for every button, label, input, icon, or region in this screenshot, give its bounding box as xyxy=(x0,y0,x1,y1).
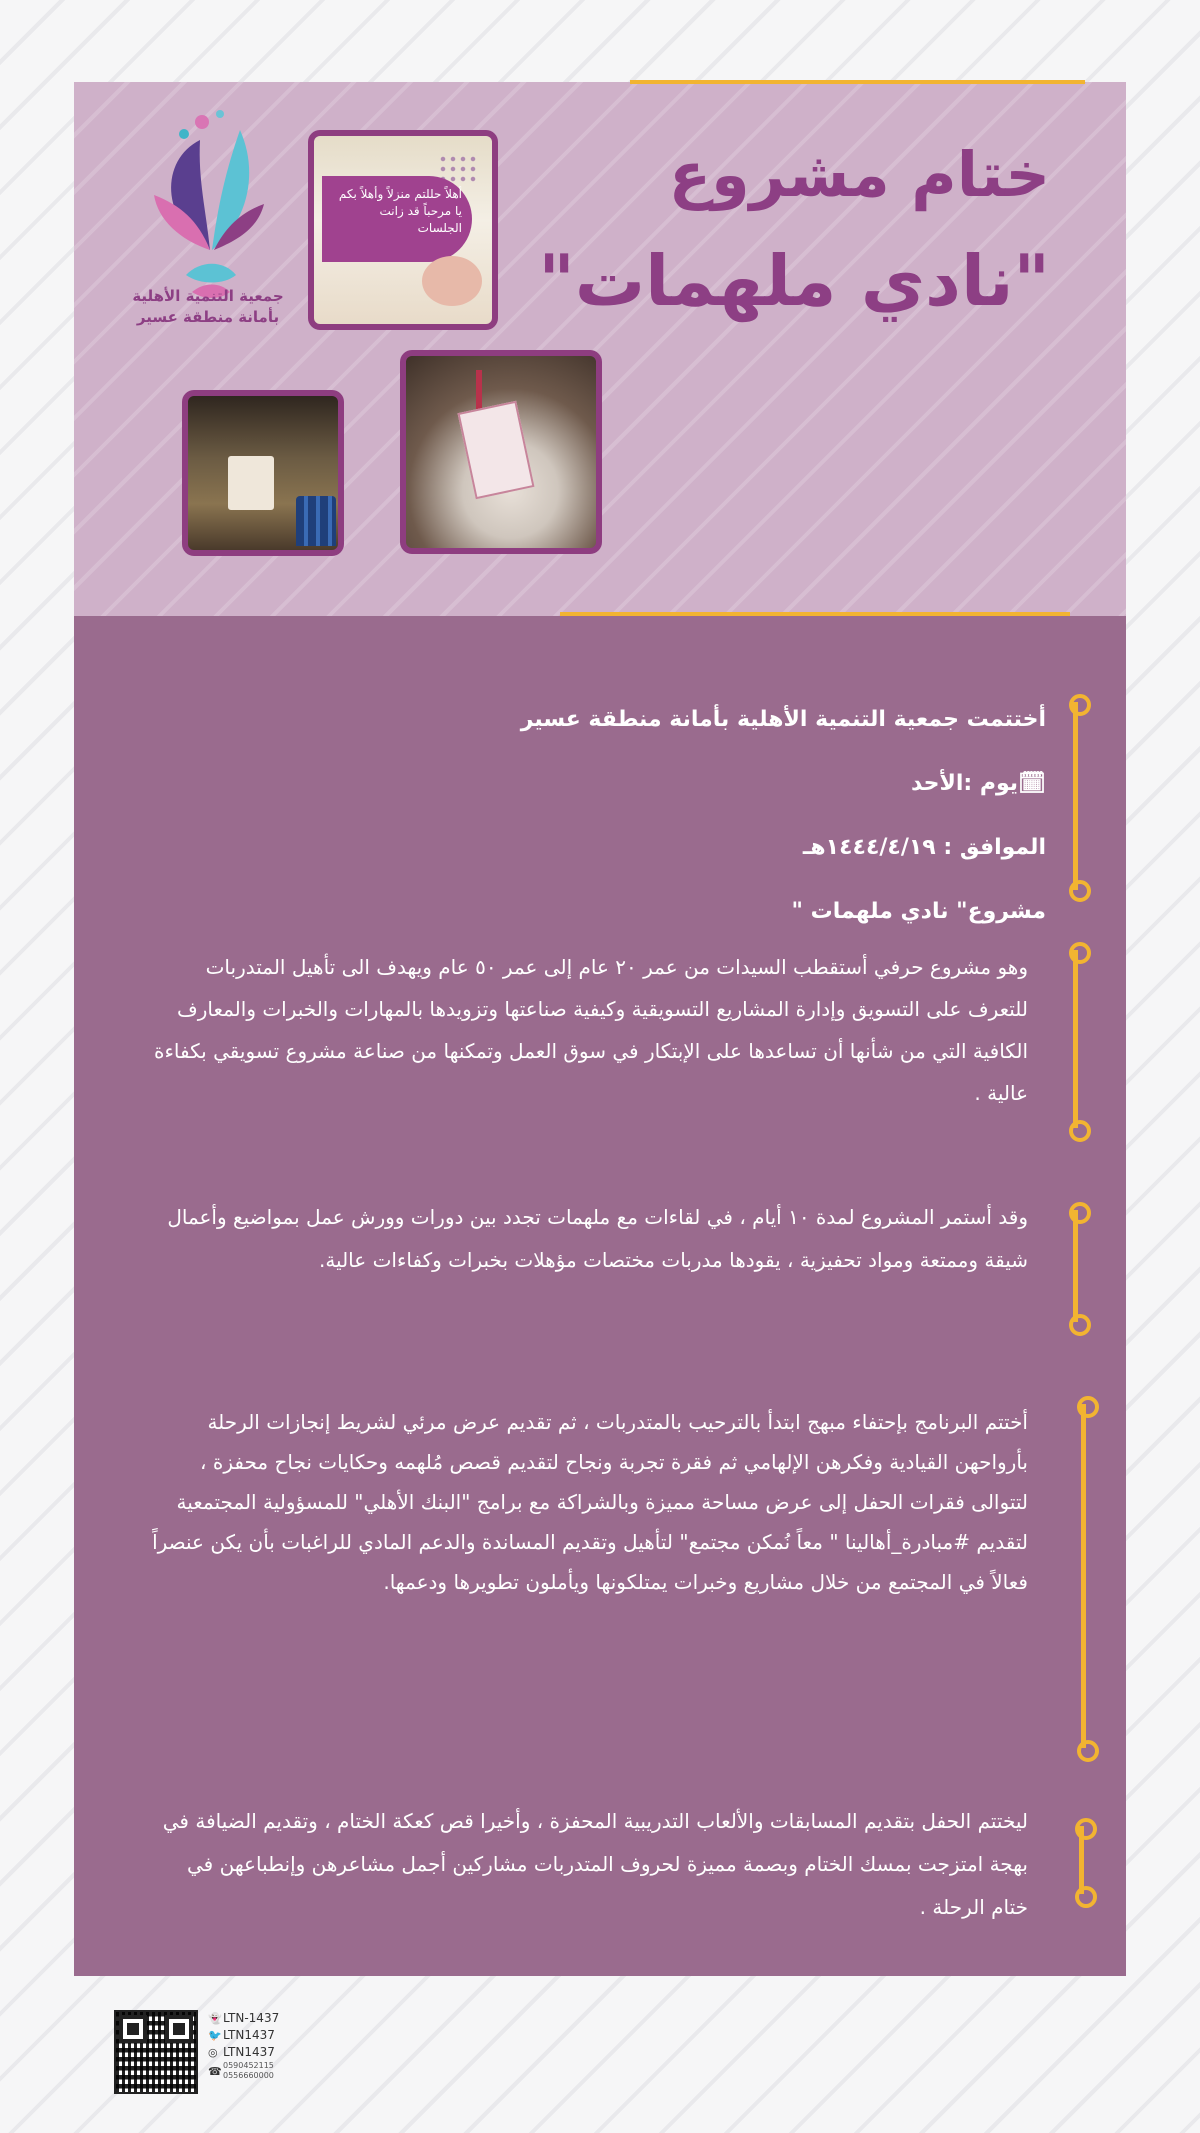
timeline-bar-4 xyxy=(1081,1404,1086,1748)
phone-icon: ☎ xyxy=(208,2064,222,2078)
paragraph-project-duration: وقد أستمر المشروع لمدة ١٠ أيام ، في لقاءات مع ملهمات تجدد بين دورات وورش عمل بمواضيع وأعمال شيقة وممتعة ومواد تحفيزية ، يقودها مدربات مختصات مؤهلات بخبرات وكفاءات عالية. xyxy=(167,1205,1028,1272)
photo-welcome-sign xyxy=(308,130,498,330)
intro-line-date: الموافق : ١٤٤٤/٤/١٩هـ xyxy=(802,835,1046,860)
instagram-link[interactable] xyxy=(208,2044,279,2061)
snapchat-link[interactable] xyxy=(208,2010,279,2027)
timeline-bar-1 xyxy=(1073,702,1078,890)
timeline-dot xyxy=(1069,694,1091,716)
timeline-dot xyxy=(1069,1202,1091,1224)
logo-name: جمعية التنمية الأهلية xyxy=(132,287,284,305)
accent-line-middle xyxy=(560,612,1070,616)
snapchat-handle: LTN-1437 xyxy=(223,2011,280,2025)
intro-line-association: أختتمت جمعية التنمية الأهلية بأمانة منطقة عسير xyxy=(520,707,1046,732)
timeline-dot xyxy=(1075,1886,1097,1908)
timeline-dot xyxy=(1069,1120,1091,1142)
paragraph-closing-activities: ليختتم الحفل بتقديم المسابقات والألعاب التدريبية المحفزة ، وأخيرا قص كعكة الختام ، وتقديم الضيافة في بهجة امتزجت بمسك الختام وبصمة مميزة لحروف المتدربات مشاركين أجمل مشاعرهن وإنطباعهن في ختام الرحلة . xyxy=(162,1809,1028,1919)
timeline-dot xyxy=(1069,942,1091,964)
instagram-handle: LTN1437 xyxy=(223,2045,275,2059)
photo-decoration-shape xyxy=(422,256,482,306)
photo-gift-box xyxy=(228,456,274,510)
timeline-dot xyxy=(1069,880,1091,902)
social-links xyxy=(208,2010,279,2081)
twitter-handle: LTN1437 xyxy=(223,2028,275,2042)
timeline-dot xyxy=(1075,1818,1097,1840)
instagram-icon: ◎ xyxy=(208,2046,218,2059)
timeline-bar-2 xyxy=(1073,950,1078,1128)
twitter-link[interactable] xyxy=(208,2027,279,2044)
timeline-bar-3 xyxy=(1073,1210,1078,1322)
photo-hospitality-table xyxy=(182,390,344,556)
phone-number-2: 0556660000 xyxy=(223,2071,274,2080)
intro-block xyxy=(146,688,1046,944)
paragraph-closing-ceremony: أختتم البرنامج بإحتفاء مبهج ابتدأ بالترحيب بالمتدربات ، ثم تقديم عرض مرئي لشريط إنجازات الرحلة بأرواحهن القيادية وفكرهن الإلهامي ثم فقرة تجربة ونجاح لتقديم قصص مُلهمه وحكايات نجاح محفزة ، لتتوالى فقرات الحفل إلى عرض مساحة مميزة وبالشراكة مع برامج "البنك الأهلي" للمسؤولية المجتمعية لتقديم #مبادرة_أهالينا " معاً نُمكن مجتمع" لتأهيل وتقديم المساندة والدعم المادي للراغبات بأن يكن عنصراً فعالاً في المجتمع من خلال مشاريع وخبرات يمتلكونها ويأملون تطويرها ودعمها. xyxy=(152,1410,1028,1594)
timeline-dot xyxy=(1069,1314,1091,1336)
photo-welcome-bubble: أهلاً حللتم منزلاً وأهلاً بكم يا مرحباً قد زانت الجلسات xyxy=(322,176,472,262)
accent-line-top xyxy=(630,80,1085,84)
page-title-line2: "نادي ملهمات" xyxy=(538,240,1050,322)
logo-subtitle: بأمانة منطقة عسير xyxy=(136,308,280,326)
timeline-dot xyxy=(1077,1396,1099,1418)
qr-code-icon[interactable] xyxy=(114,2010,198,2094)
photo-gift-card xyxy=(400,350,602,554)
paragraph-project-description: وهو مشروع حرفي أستقطب السيدات من عمر ٢٠ عام إلى عمر ٥٠ عام ويهدف الى تأهيل المتدربات للتعرف على التسويق وإدارة المشاريع التسويقية وكيفية صناعتها وتزويدها بالمهارات والخبرات والمعارف الكافية التي من شأنها أن تساعدها على الإبتكار في سوق العمل وتمكنها من صناعة مشروع تسويقي بكفاءة عالية . xyxy=(154,955,1028,1105)
intro-line-project: مشروع" نادي ملهمات " xyxy=(791,899,1046,924)
phone-number-1: 0590452115 xyxy=(223,2061,274,2070)
twitter-icon: 🐦 xyxy=(208,2029,222,2042)
snapchat-icon: 👻 xyxy=(208,2012,222,2025)
timeline-dot xyxy=(1077,1740,1099,1762)
phone-link[interactable] xyxy=(208,2061,279,2081)
page-title-line1: ختام مشروع xyxy=(668,138,1050,211)
photo-card xyxy=(458,401,535,500)
photo-water-bottles xyxy=(296,496,336,546)
logo-text xyxy=(118,286,298,328)
intro-line-day: 🗓يوم :الأحد xyxy=(910,771,1046,796)
